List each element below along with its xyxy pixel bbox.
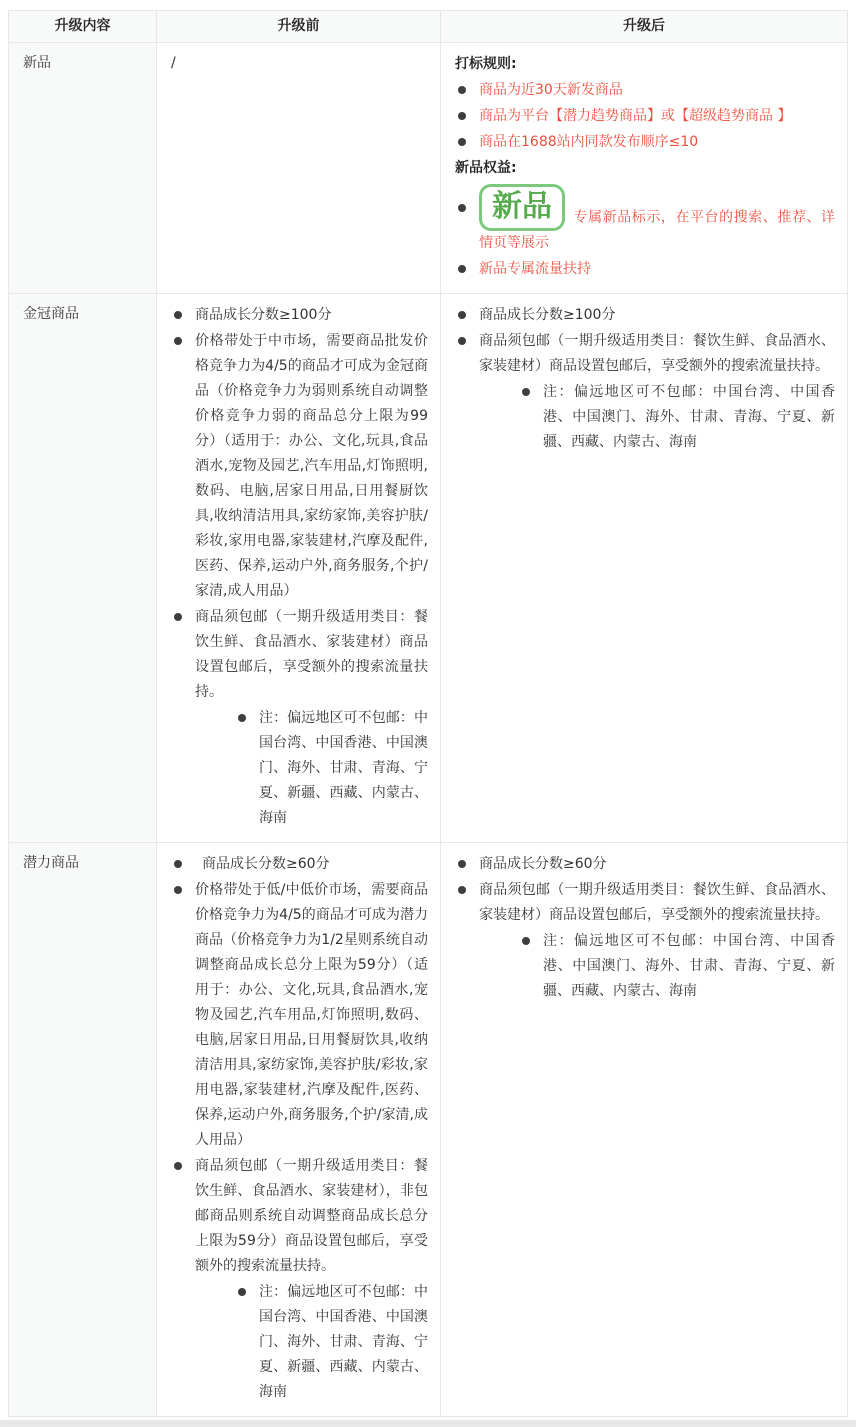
list-item: 商品成长分数≥60分 bbox=[455, 852, 835, 877]
list-item: 价格带处于中市场，需要商品批发价格竞争力为4/5的商品才可成为金冠商品（价格竞争力为弱则系统自动调整价格竞争力弱的商品总分上限为99分）（适用于：办公、文化,玩具,食品酒水,宠物及园艺,汽车用品,灯饰照明,数码、电脑,居家日用品,日用餐厨饮具,收纳清洁用具,家纺家饰,美容护肤/彩妆,家用电器,家装建材,汽摩及配件,医药、保养,运动户外,商务服务,个护/家清,成人用品） bbox=[171, 329, 428, 604]
bullet-icon bbox=[458, 337, 466, 345]
bullet-icon bbox=[174, 613, 182, 621]
bullet-icon bbox=[458, 886, 466, 894]
note-item: 注：偏远地区可不包邮：中国台湾、中国香港、中国澳门、海外、甘肃、青海、宁夏、新疆、西藏、内蒙古、海南 bbox=[519, 380, 835, 455]
bullet-icon bbox=[174, 1162, 182, 1170]
bullet-icon bbox=[174, 886, 182, 894]
bullet-icon bbox=[458, 204, 466, 212]
before-placeholder: / bbox=[171, 55, 176, 71]
before-cell-gold-crown bbox=[156, 294, 440, 842]
note-item: 注：偏远地区可不包邮：中国台湾、中国香港、中国澳门、海外、甘肃、青海、宁夏、新疆、西藏、内蒙古、海南 bbox=[235, 1280, 428, 1405]
upgrade-table bbox=[8, 10, 848, 1417]
section-heading-benefits: 新品权益: bbox=[455, 160, 517, 176]
list-item: 商品成长分数≥100分 bbox=[455, 303, 835, 328]
list-item: 商品成长分数≥60分 bbox=[171, 852, 428, 877]
rule-item: 商品在1688站内同款发布顺序≤10 bbox=[455, 130, 835, 155]
benefit-item-badge bbox=[455, 182, 835, 256]
rule-item: 商品为平台【潜力趋势商品】或【超级趋势商品 】 bbox=[455, 104, 835, 129]
list-item: 价格带处于低/中低价市场，需要商品价格竞争力为4/5的商品才可成为潜力商品（价格竞争力为1/2星则系统自动调整商品成长总分上限为59分）（适用于：办公、文化,玩具,食品酒水,宠物及园艺,汽车用品,灯饰照明,数码、电脑,居家日用品,日用餐厨饮具,收纳清洁用具,家纺家饰,美容护肤/彩妆,家用电器,家装建材,汽摩及配件,医药、保养,运动户外,商务服务,个护/家清,成人用品） bbox=[171, 878, 428, 1153]
bottom-strip bbox=[0, 1420, 856, 1427]
after-cell-potential bbox=[440, 843, 847, 1416]
table-row-gold-crown bbox=[9, 293, 847, 842]
table-row-potential bbox=[9, 842, 847, 1416]
bullet-icon bbox=[458, 86, 466, 94]
note-item: 注：偏远地区可不包邮：中国台湾、中国香港、中国澳门、海外、甘肃、青海、宁夏、新疆、西藏、内蒙古、海南 bbox=[519, 929, 835, 1004]
bullet-icon bbox=[522, 937, 530, 945]
bullet-icon bbox=[458, 265, 466, 273]
after-cell-new-product bbox=[440, 43, 847, 293]
bullet-icon bbox=[174, 860, 182, 868]
before-cell-new-product bbox=[156, 43, 440, 293]
note-item: 注：偏远地区可不包邮：中国台湾、中国香港、中国澳门、海外、甘肃、青海、宁夏、新疆、西藏、内蒙古、海南 bbox=[235, 706, 428, 831]
row-label-potential: 潜力商品 bbox=[9, 843, 156, 1416]
table-row-new-product bbox=[9, 42, 847, 293]
header-cell-after-upgrade: 升级后 bbox=[440, 11, 847, 42]
bullet-icon bbox=[458, 311, 466, 319]
bullet-icon bbox=[458, 860, 466, 868]
header-cell-before-upgrade: 升级前 bbox=[156, 11, 440, 42]
list-item: 商品须包邮（一期升级适用类目：餐饮生鲜、食品酒水、家装建材），非包邮商品则系统自动调整商品成长总分上限为59分）商品设置包邮后，享受额外的搜索流量扶持。 bbox=[171, 1154, 428, 1279]
new-product-badge: 新品 bbox=[479, 184, 565, 231]
bullet-icon bbox=[174, 337, 182, 345]
bullet-icon bbox=[522, 388, 530, 396]
rule-item: 商品为近30天新发商品 bbox=[455, 78, 835, 103]
bullet-icon bbox=[238, 1288, 246, 1296]
list-item: 商品成长分数≥100分 bbox=[171, 303, 428, 328]
before-cell-potential bbox=[156, 843, 440, 1416]
bullet-icon bbox=[174, 311, 182, 319]
after-cell-gold-crown bbox=[440, 294, 847, 842]
row-label-new-product: 新品 bbox=[9, 43, 156, 293]
bullet-icon bbox=[238, 714, 246, 722]
section-heading-rules: 打标规则: bbox=[455, 56, 517, 72]
list-item: 商品须包邮（一期升级适用类目：餐饮生鲜、食品酒水、家装建材）商品设置包邮后，享受额外的搜索流量扶持。 bbox=[171, 605, 428, 705]
bullet-icon bbox=[458, 138, 466, 146]
benefit-item: 新品专属流量扶持 bbox=[455, 257, 835, 282]
table-header-row bbox=[9, 11, 847, 42]
list-item: 商品须包邮（一期升级适用类目：餐饮生鲜、食品酒水、家装建材）商品设置包邮后，享受额外的搜索流量扶持。 bbox=[455, 329, 835, 379]
header-cell-upgrade-content: 升级内容 bbox=[9, 11, 156, 42]
bullet-icon bbox=[458, 112, 466, 120]
list-item: 商品须包邮（一期升级适用类目：餐饮生鲜、食品酒水、家装建材）商品设置包邮后，享受额外的搜索流量扶持。 bbox=[455, 878, 835, 928]
badge-description: 专属新品标示，在平台的搜索、推荐、详情页等展示 bbox=[479, 209, 835, 251]
page bbox=[0, 10, 856, 1427]
row-label-gold-crown: 金冠商品 bbox=[9, 294, 156, 842]
